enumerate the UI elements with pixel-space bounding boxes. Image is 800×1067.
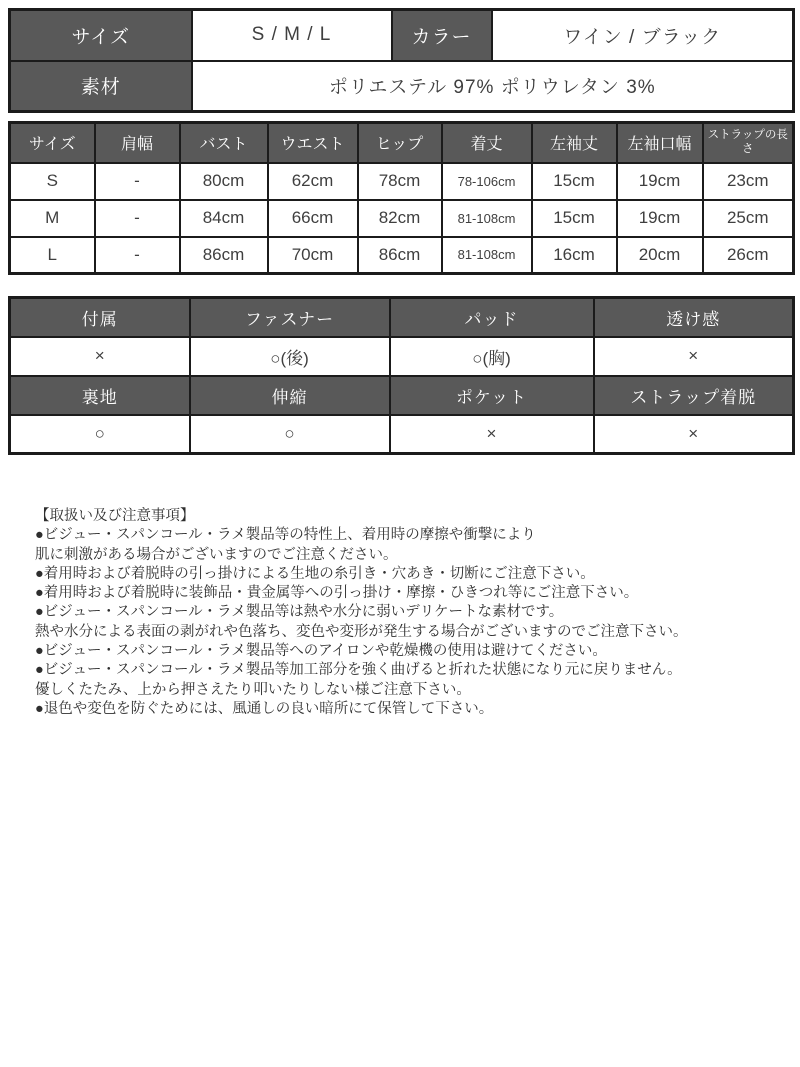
measurements-table: [8, 121, 795, 275]
size-row-s: [10, 163, 794, 200]
care-note-line: ●着用時および着脱時に装飾品・貴金属等への引っ掛け・摩擦・ひきつれ等にご注意下さい。: [35, 585, 639, 602]
cell: 19cm: [617, 200, 703, 237]
cell: 15cm: [532, 200, 617, 237]
feature-value-strap-removable: ×: [594, 415, 794, 454]
care-note-line: ●ビジュー・スパンコール・ラメ製品等の特性上、着用時の摩擦や衝撃により: [35, 527, 536, 544]
table-row: [10, 61, 794, 112]
cell: S: [10, 163, 95, 200]
feature-header-stretch: 伸縮: [190, 376, 390, 415]
cell: 86cm: [180, 237, 268, 274]
care-notes-title: 【取扱い及び注意事項】: [35, 508, 195, 524]
col-header-shoulder: 肩幅: [95, 123, 180, 163]
features-value-row-1: [10, 337, 794, 376]
cell: 86cm: [358, 237, 442, 274]
cell: 80cm: [180, 163, 268, 200]
features-header-row-1: [10, 298, 794, 337]
size-label: サイズ: [10, 10, 192, 61]
cell: 16cm: [532, 237, 617, 274]
measurements-header-row: [10, 123, 794, 163]
care-note-line: ●着用時および着脱時の引っ掛けによる生地の糸引き・穴あき・切断にご注意下さい。: [35, 565, 595, 582]
cell: M: [10, 200, 95, 237]
care-note-line: ●ビジュー・スパンコール・ラメ製品等へのアイロンや乾燥機の使用は避けてください。: [35, 643, 607, 660]
cell: L: [10, 237, 95, 274]
col-header-hip: ヒップ: [358, 123, 442, 163]
features-header-row-2: [10, 376, 794, 415]
cell: 81-108cm: [442, 237, 532, 274]
feature-value-sheerness: ×: [594, 337, 794, 376]
feature-value-lining: ○: [10, 415, 190, 454]
cell: 62cm: [268, 163, 358, 200]
care-note-line: 肌に刺激がある場合がございますのでご注意ください。: [35, 546, 398, 563]
feature-value-pad: ○(胸): [390, 337, 594, 376]
feature-value-pocket: ×: [390, 415, 594, 454]
cell: 84cm: [180, 200, 268, 237]
table-row: [10, 10, 794, 61]
product-summary-table: [8, 8, 795, 113]
cell: -: [95, 237, 180, 274]
color-value: ワイン / ブラック: [492, 10, 794, 61]
features-value-row-2: [10, 415, 794, 454]
cell: 19cm: [617, 163, 703, 200]
size-value: S / M / L: [192, 10, 392, 61]
col-header-bust: バスト: [180, 123, 268, 163]
cell: 70cm: [268, 237, 358, 274]
feature-header-lining: 裏地: [10, 376, 190, 415]
cell: 78-106cm: [442, 163, 532, 200]
color-label: カラー: [392, 10, 492, 61]
cell: 15cm: [532, 163, 617, 200]
feature-value-zipper: ○(後): [190, 337, 390, 376]
col-header-cuff-width: 左袖口幅: [617, 123, 703, 163]
material-label: 素材: [10, 61, 192, 112]
cell: 26cm: [703, 237, 794, 274]
col-header-waist: ウエスト: [268, 123, 358, 163]
care-note-line: ●退色や変色を防ぐためには、風通しの良い暗所にて保管して下さい。: [35, 700, 494, 717]
cell: 25cm: [703, 200, 794, 237]
feature-header-zipper: ファスナー: [190, 298, 390, 337]
material-value: ポリエステル 97% ポリウレタン 3%: [192, 61, 794, 112]
care-note-line: ●ビジュー・スパンコール・ラメ製品等加工部分を強く曲げると折れた状態になり元に戻りません。: [35, 662, 682, 679]
care-note-line: 優しくたたみ、上から押さえたり叩いたりしない様ご注意下さい。: [35, 681, 471, 698]
cell: 78cm: [358, 163, 442, 200]
col-header-strap-length: ストラップの長さ: [703, 123, 794, 163]
col-header-length: 着丈: [442, 123, 532, 163]
cell: -: [95, 200, 180, 237]
care-notes: [35, 507, 782, 719]
feature-value-accessories: ×: [10, 337, 190, 376]
cell: 81-108cm: [442, 200, 532, 237]
feature-header-accessories: 付属: [10, 298, 190, 337]
features-table: [8, 296, 795, 455]
col-header-size: サイズ: [10, 123, 95, 163]
cell: 82cm: [358, 200, 442, 237]
care-note-line: 熱や水分による表面の剥がれや色落ち、変色や変形が発生する場合がございますのでご注意下さい。: [35, 623, 688, 640]
feature-header-sheerness: 透け感: [594, 298, 794, 337]
size-row-l: [10, 237, 794, 274]
cell: 23cm: [703, 163, 794, 200]
cell: 20cm: [617, 237, 703, 274]
cell: -: [95, 163, 180, 200]
feature-header-pad: パッド: [390, 298, 594, 337]
size-row-m: [10, 200, 794, 237]
feature-header-strap-removable: ストラップ着脱: [594, 376, 794, 415]
feature-header-pocket: ポケット: [390, 376, 594, 415]
care-note-line: ●ビジュー・スパンコール・ラメ製品等は熱や水分に弱いデリケートな素材です。: [35, 604, 564, 621]
cell: 66cm: [268, 200, 358, 237]
col-header-sleeve-length: 左袖丈: [532, 123, 617, 163]
feature-value-stretch: ○: [190, 415, 390, 454]
